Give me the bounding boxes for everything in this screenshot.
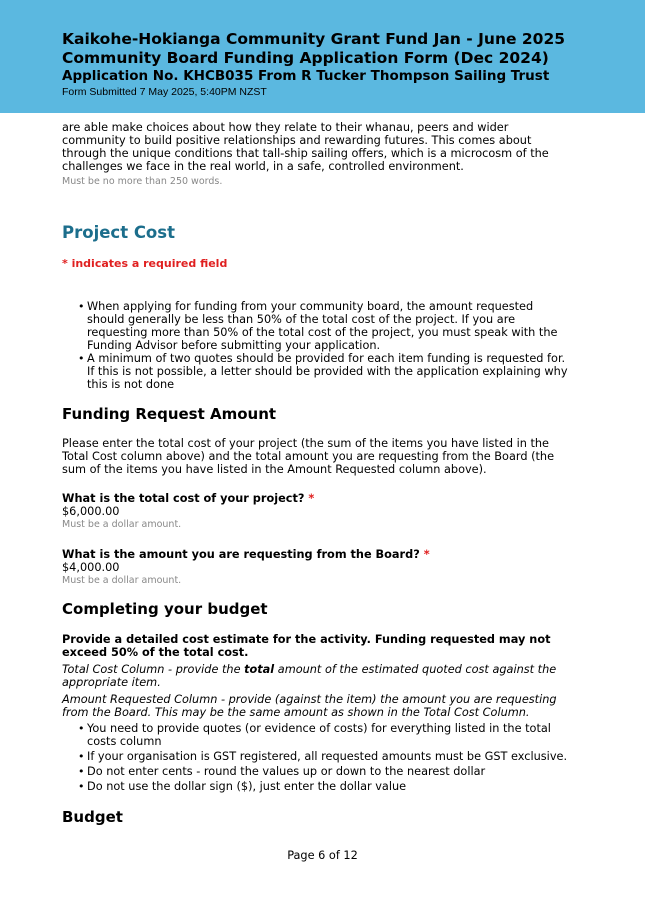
form-title-line1: Kaikohe-Hokianga Community Grant Fund Jan - June 2025 bbox=[62, 30, 566, 48]
required-star: * bbox=[423, 548, 430, 561]
list-item: • You need to provide quotes (or evidence of costs) for everything listed in the total costs column bbox=[78, 722, 569, 748]
budget-bold-note: Provide a detailed cost estimate for the activity. Funding requested may not exceed 50% of the total cost. bbox=[62, 633, 551, 659]
total-cost-hint: Must be a dollar amount. bbox=[62, 519, 182, 530]
list-item: • Do not use the dollar sign ($), just enter the dollar value bbox=[78, 780, 569, 793]
intro-answer-text: are able make choices about how they relate to their whanau, peers and wider community to build positive relationships and rewarding futures. This comes about through the unique conditions that tall-ship sailing offers, which is a microcosm of the challenges we face in the real world, in a safe, controlled environment. bbox=[62, 121, 549, 173]
form-title-line2: Community Board Funding Application Form (Dec 2024) bbox=[62, 49, 549, 67]
funding-request-description: Please enter the total cost of your project (the sum of the items you have listed in the Total Cost column above) and the total amount you are requesting from the Board (the sum of the items you have listed in the Amount Requested column above). bbox=[62, 437, 555, 476]
total-cost-column-note bbox=[62, 663, 569, 689]
budget-bullet-list bbox=[62, 722, 569, 793]
list-item: • A minimum of two quotes should be provided for each item funding is requested for. If this is not possible, a letter should be provided with the application explaining why this is not done bbox=[78, 352, 569, 391]
question-label bbox=[62, 492, 569, 505]
amount-requested-question bbox=[62, 548, 569, 587]
intro-word-limit-hint: Must be no more than 250 words. bbox=[62, 176, 223, 187]
total-cost-label: What is the total cost of your project? bbox=[62, 492, 305, 505]
application-subtitle: Application No. KHCB035 From R Tucker Thompson Sailing Trust bbox=[62, 68, 550, 84]
required-star: * bbox=[308, 492, 315, 505]
budget-heading: Budget bbox=[62, 808, 123, 826]
amount-requested-column-note: Amount Requested Column - provide (against the item) the amount you are requesting from the Board. This may be the same amount as shown in the Total Cost Column. bbox=[62, 693, 557, 719]
list-item: • Do not enter cents - round the values up or down to the nearest dollar bbox=[78, 765, 569, 778]
submitted-date: Form Submitted 7 May 2025, 5:40PM NZST bbox=[62, 86, 267, 98]
total-col-text-bold: total bbox=[244, 663, 275, 676]
project-cost-heading: Project Cost bbox=[62, 223, 175, 242]
completing-budget-heading: Completing your budget bbox=[62, 600, 268, 618]
list-item: • If your organisation is GST registered, all requested amounts must be GST exclusive. bbox=[78, 750, 569, 763]
amount-requested-hint: Must be a dollar amount. bbox=[62, 575, 182, 586]
total-col-text-pre: Total Cost Column - provide the bbox=[62, 663, 245, 676]
amount-requested-label: What is the amount you are requesting from the Board? bbox=[62, 548, 420, 561]
project-cost-bullet-list bbox=[62, 300, 569, 391]
page-header bbox=[0, 0, 645, 113]
total-cost-question bbox=[62, 492, 569, 531]
page-number: Page 6 of 12 bbox=[287, 849, 358, 862]
page-content bbox=[62, 121, 569, 827]
total-cost-value: $6,000.00 bbox=[62, 505, 120, 518]
list-item: • When applying for funding from your community board, the amount requested should generally be less than 50% of the total cost of the project. If you are requesting more than 50% of the total cost of the project, you must speak with the Funding Advisor before submitting your application. bbox=[78, 300, 569, 352]
total-col-text-post: amount of the estimated quoted cost against the appropriate item. bbox=[62, 663, 557, 689]
required-field-note: * indicates a required field bbox=[62, 257, 228, 270]
funding-request-heading: Funding Request Amount bbox=[62, 405, 277, 423]
question-label bbox=[62, 548, 569, 561]
amount-requested-value: $4,000.00 bbox=[62, 561, 120, 574]
